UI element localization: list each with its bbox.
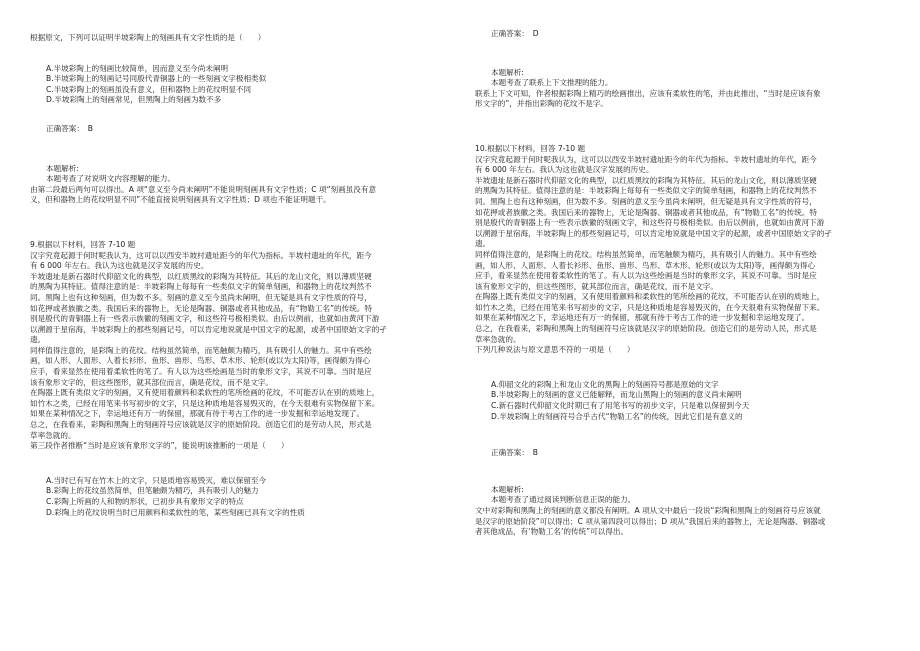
analysis-title: 本题解析: [46, 163, 79, 173]
passage-line: 遗。 [30, 335, 46, 345]
options-list [30, 64, 450, 106]
passage-line: 以溯源于星宿海，半坡彩陶上的那些刻画记号，可以肯定地说就是中国文字的起源，或者中国原始文字的孑 [30, 324, 387, 334]
answer: 正确答案： B [491, 448, 538, 458]
option-c: C.彩陶上所画的人和物的形状，已初步具有象形文字的特点 [46, 497, 244, 506]
analysis-line: 本题考查了通过阅读判断信息正误的能力。 [491, 495, 636, 505]
passage-line: 如竹木之类，已经在用笔来书写初步的文字，只是这种质地是容易毁灭的，在今天很难有实物保留下来。 [475, 302, 825, 312]
analysis-title: 本题解析: [491, 484, 524, 494]
question-stem: 第三段作者推断“当时是应该有象形文字的”，能说明该推断的一项是（ ） [30, 441, 289, 451]
passage-line: 画，如人形、人面形、人着长衫形、鱼形、兽形、鸟形、草木形、轮形(或以为太阳)等，画得颇为得心 [30, 356, 371, 366]
right-column [475, 0, 895, 538]
passage-line: 以溯源于星宿海，半坡彩陶上的那些刻画记号，可以肯定地说就是中国文字的起源，或者中国原始文字的孑 [475, 228, 832, 238]
option-b: B.彩陶上的花纹虽然简单，但笔触颇为精巧，具有吸引人的魅力 [46, 486, 259, 496]
analysis-line: 义，但和器物上的花纹明显不同”不能直接说明刻画具有文字性质；D 项也不能证明题干。 [30, 195, 331, 205]
passage-line: 草率急就的。 [30, 430, 76, 440]
passage-line: 同。黑陶上也有这种刻画，但为数不多。刻画的意义至今虽尚未阐明，但无疑是具有文字性质的符号， [475, 196, 817, 206]
passage-line: 在陶器上既有类似文字的刻画，又有使用着颜料和柔软性的笔所绘画的花纹，不可能否认在别的质地上， [475, 292, 825, 302]
passage-line: 半坡遗址是新石器时代仰韶文化的典型，以红质黑纹的彩陶为其特征。其后的龙山文化，则以薄质坚硬 [475, 175, 817, 185]
passage-line: 有 6 000 年左右。我认为这也就是汉字发展的历史。 [475, 165, 654, 175]
option-b: B.半坡彩陶上的刻画的意义已能解释，而龙山黑陶上的刻画的意义尚未阐明 [491, 390, 742, 400]
option-b: B.半坡彩陶上的刻画记号同殷代青铜器上的一些刻画文字极相类似 [46, 74, 267, 84]
passage-line: 画，如人形、人面形、人着长衫形、鱼形、兽形、鸟形、草木形、轮形(或以为太阳)等，画得颇为得心 [475, 260, 816, 270]
passage-line: 如花押或者族徽之类。我国后来的器物上，无论是陶器、铜器或者其他成品，有“物勒工名”的传统。特 [30, 303, 372, 313]
answer: 正确答案： B [46, 123, 93, 133]
passage-line: 的黑陶为其特征。值得注意的是：半坡彩陶上每每有一些类似文字的简单刻画，和器物上的花纹判然不 [30, 282, 372, 292]
passage-line: 同。黑陶上也有这种刻画，但为数不多。刻画的意义至今虽尚未阐明，但无疑是具有文字性质的符号， [30, 292, 372, 302]
options-list [30, 476, 450, 518]
passage-line: 如花押或者族徽之类。我国后来的器物上，无论是陶器、铜器或者其他成品，有“物勒工名”的传统。特 [475, 207, 817, 217]
passage-line: 总之，在我看来，彩陶和黑陶上的刻画符号应该就是汉字的原始阶段。创造它们的是劳动人民，形式是 [475, 324, 817, 334]
passage-title: 9.根据以下材料，回答 7-10 题 [30, 239, 136, 249]
passage-line: 如果在某种情况之下，幸运地还有万一的保留，那就有待于考古工作的进一步发掘和幸运地发现了。 [475, 313, 810, 323]
option-c: C.半坡彩陶上的刻画虽没有意义，但和器物上的花纹明显不同 [46, 84, 252, 94]
passage-title: 10.根据以下材料，回答 7-10 题 [475, 143, 586, 153]
passage-line: 草率急就的。 [475, 334, 521, 344]
passage-line: 汉字究竟起源于何时呢我认为，这可以以西安半坡村遗址距今的年代为指标。半坡村遗址的年代，距今 [30, 250, 372, 260]
analysis-line: 本题考查了联系上下文推理的能力。 [491, 78, 613, 88]
passage-line: 如果在某种情况之下，幸运地还有万一的保留，那就有待于考古工作的进一步发掘和幸运地发现了。 [30, 409, 365, 419]
option-a: A.当时已有写在竹木上的文字，只是质地容易毁灭，难以保留至今 [46, 475, 267, 485]
passage-line: 别是殷代的青铜器上有一些表示族徽的刻画文字，和这些符号极相类似。由后以例前，也就如由黄河下游 [30, 314, 380, 324]
passage-line: 该有象形文字的，但这些图形，就其部位而言，确是花纹，而不是文字。 [475, 281, 718, 291]
passage-line: 在陶器上既有类似文字的刻画，又有使用着颜料和柔软性的笔所绘画的花纹，不可能否认在别的质地上， [30, 388, 380, 398]
analysis-line: 由第二段最后两句可以得出。A 项“意义至今尚未阐明”不能说明刻画具有文字性质；C 项“刻画虽没有意 [30, 184, 377, 194]
answer: 正确答案： D [491, 29, 539, 38]
option-a: A.半坡彩陶上的刻画比较简单，因而意义至今尚未阐明 [46, 63, 229, 73]
passage-line: 同样值得注意的，是彩陶上的花纹。结构虽然简单，而笔触颇为精巧，具有吸引人的魅力。其中有些绘 [30, 345, 372, 355]
passage-line: 应手，看来显然在使用着柔软性的笔了。有人以为这些绘画是当时的象形文字，其说不可靠。当时是应 [30, 367, 372, 377]
passage-line: 的黑陶为其特征。值得注意的是：半坡彩陶上每每有一些类似文字的简单刻画，和器物上的花纹判然不 [475, 186, 817, 196]
passage-line: 应手，看来显然在使用着柔软性的笔了。有人以为这些绘画是当时的象形文字，其说不可靠。当时是应 [475, 271, 817, 281]
question-stem: 下列几种说法与原文意思不符的一项是（ ） [475, 345, 635, 355]
passage-line: 如竹木之类，已经在用笔来书写初步的文字，只是这种质地是容易毁灭的，在今天很难有实物保留下来。 [30, 398, 380, 408]
option-d: D.半坡彩陶上的刻画常见，但黑陶上的刻画为数不多 [46, 95, 222, 105]
left-column [30, 0, 450, 518]
passage-line: 半坡遗址是新石器时代仰韶文化的典型，以红质黑纹的彩陶为其特征。其后的龙山文化，则以薄质坚硬 [30, 271, 372, 281]
option-d: D.彩陶上的花纹说明当时已用颜料和柔软性的笔，某些刻画已具有文字的性质 [46, 507, 305, 517]
passage-line: 总之，在我看来，彩陶和黑陶上的刻画符号应该就是汉字的原始阶段。创造它们的是劳动人民，形式是 [30, 420, 372, 430]
passage [475, 155, 895, 346]
analysis-line: 形文字的”，并指出彩陶的花纹不是字。 [475, 99, 609, 109]
question-stem: 根据原文，下列可以证明半坡彩陶上的刻画具有文字性质的是（ ） [30, 33, 266, 42]
passage-line: 别是殷代的青铜器上有一些表示族徽的刻画文字，和这些符号极相类似。由后以例前，也就如由黄河下游 [475, 218, 825, 228]
analysis-line: 文中对彩陶和黑陶上的刻画的意义都没有阐明。A 项从文中最后一段说“彩陶和黑陶上的刻画符号应该就 [475, 506, 821, 515]
option-a: A.仰韶文化的彩陶上和龙山文化的黑陶上的刻画符号都是原始的文字 [491, 379, 719, 389]
passage-line: 遗。 [475, 239, 491, 249]
analysis-line: 联系上下文可知，作者根据彩陶上精巧的绘画推出，应该有柔软性的笔，并由此推出，“当时是应该有象 [475, 88, 821, 98]
passage-line: 汉字究竟起源于何时呢我认为，这可以以西安半坡村遗址距今的年代为指标。半坡村遗址的年代，距今 [475, 154, 817, 164]
passage-line: 该有象形文字的，但这些图形，就其部位而言，确是花纹，而不是文字。 [30, 377, 273, 387]
analysis-line: 本题考查了对说明文内容理解的能力。 [46, 174, 176, 184]
passage-line: 有 6 000 年左右。我认为这也就是汉字发展的历史。 [30, 261, 209, 271]
analysis-line: 是汉字的原始阶段”可以得出；C 项从第四段可以得出；D 项从“我国后来的器物上，无论是陶器、铜器或 [475, 516, 826, 526]
analysis-line: 者其他成品，有‘物勒工名’的传统”可以得出。 [475, 527, 629, 537]
options-list [475, 380, 895, 422]
passage [30, 251, 450, 442]
option-d: D.半坡彩陶上的刻画符号合乎古代“物勒工名”的传统，因此它们是有意义的 [491, 411, 743, 421]
analysis-title: 本题解析: [491, 67, 524, 77]
option-c: C.新石器时代仰韶文化时期已有了用笔书写的初步文字，只是难以保留到今天 [491, 401, 750, 411]
passage-line: 同样值得注意的，是彩陶上的花纹。结构虽然简单，而笔触颇为精巧，具有吸引人的魅力。其中有些绘 [475, 249, 817, 259]
